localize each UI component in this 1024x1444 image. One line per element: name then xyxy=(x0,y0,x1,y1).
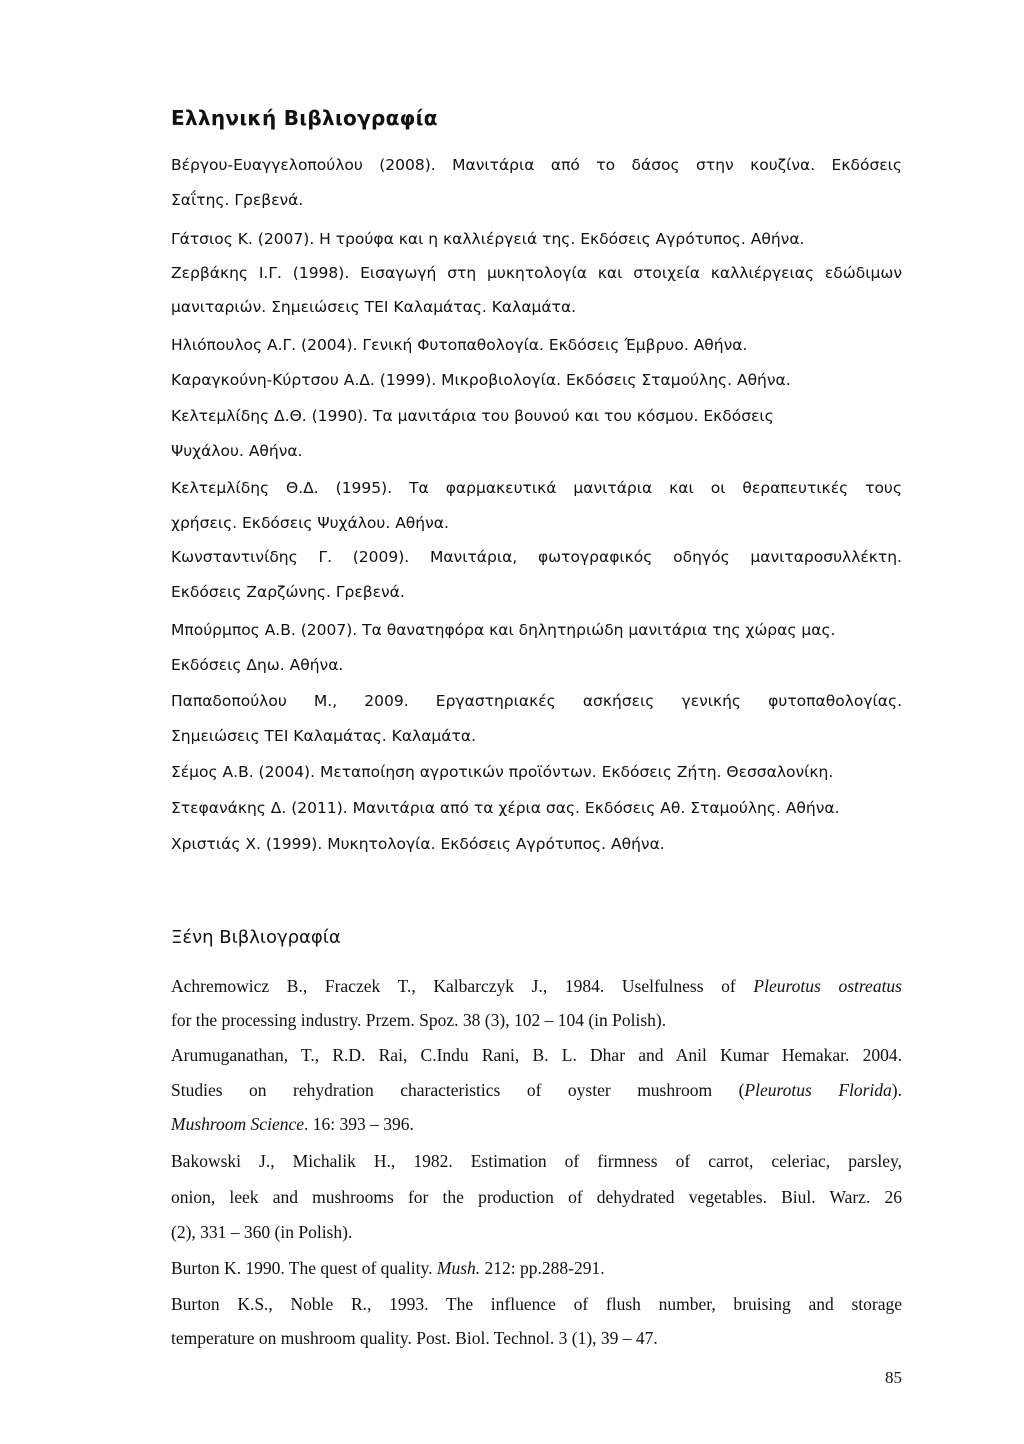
reference-line: Κελτεμλίδης Δ.Θ. (1990). Τα μανιτάρια του βουνού και του κόσμου. Εκδόσεις xyxy=(171,407,774,425)
reference-line: Στεφανάκης Δ. (2011). Μανιτάρια από τα χέρια σας. Εκδόσεις Αθ. Σταμούλης. Αθήνα. xyxy=(171,799,840,817)
reference-line xyxy=(171,1113,902,1135)
reference-line: temperature on mushroom quality. Post. Biol. Technol. 3 (1), 39 – 47. xyxy=(171,1328,658,1348)
reference-line: Εκδόσεις Δηω. Αθήνα. xyxy=(171,656,344,674)
reference-line xyxy=(171,975,902,997)
reference-line xyxy=(171,1079,902,1101)
reference-line: Ηλιόπουλος Α.Γ. (2004). Γενική Φυτοπαθολογία. Εκδόσεις Έμβρυο. Αθήνα. xyxy=(171,336,748,354)
reference-line: Σέμος Α.Β. (2004). Μεταποίηση αγροτικών προϊόντων. Εκδόσεις Ζήτη. Θεσσαλονίκη. xyxy=(171,763,834,781)
greek-bibliography-heading: Ελληνική Βιβλιογραφία xyxy=(171,106,438,130)
reference-line: Μπούρμπος Α.Β. (2007). Τα θανατηφόρα και δηλητηριώδη μανιτάρια της χώρας μας. xyxy=(171,621,836,639)
journal-name: Mush. xyxy=(436,1258,481,1278)
journal-name: Mushroom Science xyxy=(171,1114,304,1134)
reference-line: χρήσεις. Εκδόσεις Ψυχάλου. Αθήνα. xyxy=(171,514,449,532)
reference-line: Εκδόσεις Ζαρζώνης. Γρεβενά. xyxy=(171,583,405,601)
reference-line: Σαΐτης. Γρεβενά. xyxy=(171,191,304,209)
reference-line: Ζερβάκης Ι.Γ. (1998). Εισαγωγή στη μυκητολογία και στοιχεία καλλιέργειας εδώδιμων xyxy=(171,264,902,282)
reference-line: Bakowski J., Michalik H., 1982. Estimation of firmness of carrot, celeriac, parsley, xyxy=(171,1151,902,1171)
reference-line xyxy=(171,1257,902,1279)
reference-line: Γάτσιος Κ. (2007). Η τρούφα και η καλλιέργειά της. Εκδόσεις Αγρότυπος. Αθήνα. xyxy=(171,230,805,248)
page-number: 85 xyxy=(885,1368,902,1387)
reference-line: Σημειώσεις ΤΕΙ Καλαμάτας. Καλαμάτα. xyxy=(171,727,476,745)
reference-line: for the processing industry. Przem. Spoz. 38 (3), 102 – 104 (in Polish). xyxy=(171,1010,667,1030)
reference-text: Studies on rehydration characteristics of oyster mushroom ( xyxy=(171,1080,745,1100)
reference-line: Χριστιάς Χ. (1999). Μυκητολογία. Εκδόσεις Αγρότυπος. Αθήνα. xyxy=(171,835,665,853)
reference-line: Burton K.S., Noble R., 1993. The influence of flush number, bruising and storage xyxy=(171,1294,902,1314)
reference-line: Κωνσταντινίδης Γ. (2009). Μανιτάρια, φωτογραφικός οδηγός μανιταροσυλλέκτη. xyxy=(171,548,902,566)
species-name: Pleurotus Florida xyxy=(744,1080,892,1100)
species-name: Pleurotus ostreatus xyxy=(753,976,902,996)
reference-line: μανιταριών. Σημειώσεις ΤΕΙ Καλαμάτας. Καλαμάτα. xyxy=(171,298,577,316)
reference-text: Burton K. 1990. The quest of quality. xyxy=(171,1258,437,1278)
reference-line: Ψυχάλου. Αθήνα. xyxy=(171,442,303,460)
foreign-bibliography-heading: Ξένη Βιβλιογραφία xyxy=(171,927,341,948)
reference-line: (2), 331 – 360 (in Polish). xyxy=(171,1222,353,1242)
reference-line: Βέργου-Ευαγγελοπούλου (2008). Μανιτάρια από το δάσος στην κουζίνα. Εκδόσεις xyxy=(171,156,902,174)
reference-line: Arumuganathan, T., R.D. Rai, C.Indu Rani, B. L. Dhar and Anil Kumar Hemakar. 2004. xyxy=(171,1045,902,1065)
reference-text: Achremowicz B., Fraczek T., Kalbarczyk J., 1984. Uselfulness of xyxy=(171,976,754,996)
reference-line: Κελτεμλίδης Θ.Δ. (1995). Τα φαρμακευτικά μανιτάρια και οι θεραπευτικές τους xyxy=(171,479,902,497)
reference-line: Παπαδοπούλου Μ., 2009. Εργαστηριακές ασκήσεις γενικής φυτοπαθολογίας. xyxy=(171,692,902,710)
reference-text: . 16: 393 – 396. xyxy=(304,1114,414,1134)
reference-line: Καραγκούνη-Κύρτσου Α.Δ. (1999). Μικροβιολογία. Εκδόσεις Σταμούλης. Αθήνα. xyxy=(171,371,791,389)
reference-text: 212: pp.288-291. xyxy=(480,1258,605,1278)
reference-line: onion, leek and mushrooms for the production of dehydrated vegetables. Biul. Warz. 26 xyxy=(171,1187,902,1207)
reference-text: ). xyxy=(891,1080,902,1100)
